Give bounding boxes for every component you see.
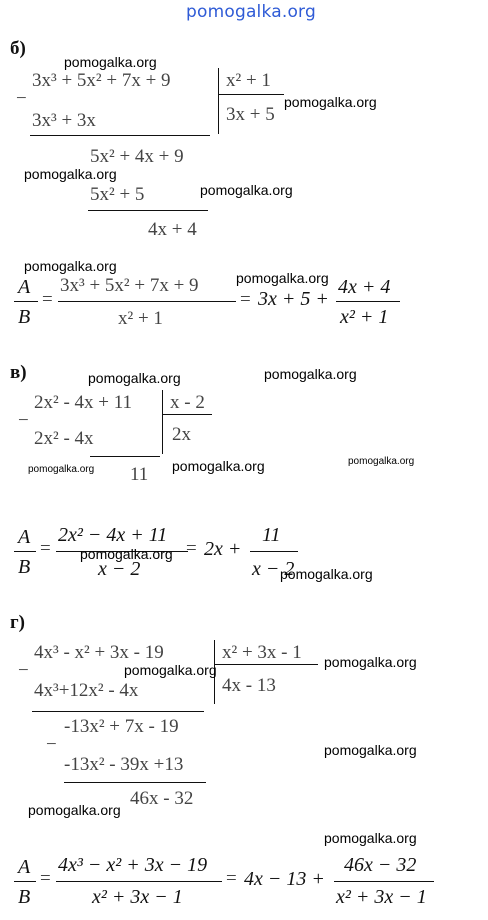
g-remainder: 46x - 32 [130, 788, 194, 809]
v-division-bar [162, 390, 163, 454]
watermark: pomogalka.org [172, 458, 265, 474]
minus-sign: − [18, 660, 29, 681]
b-eq-whole: 3x + 5 + [258, 288, 329, 310]
g-eq-whole: 4x − 13 + [244, 868, 325, 890]
watermark: pomogalka.org [348, 456, 415, 467]
b-divisor: x² + 1 [226, 70, 271, 91]
b-eq-B: B [18, 306, 31, 328]
v-eq-frac-num: 11 [262, 524, 281, 546]
b-eq-num: 3x³ + 5x² + 7x + 9 [60, 275, 199, 296]
g-subtrahend-1: 4x³+12x² - 4x [34, 680, 139, 701]
b-line-1 [30, 135, 210, 136]
watermark: pomogalka.org [324, 830, 417, 846]
g-line-1 [32, 711, 204, 712]
v-eq-sign-2: = [186, 538, 197, 559]
watermark: pomogalka.org [64, 54, 157, 70]
g-dividend: 4x³ - x² + 3x - 19 [34, 642, 164, 663]
b-eq-frac-bar [336, 301, 400, 302]
b-subtrahend-1: 3x³ + 3x [32, 110, 96, 131]
minus-sign: − [16, 88, 27, 109]
g-eq-sign-2: = [226, 868, 237, 889]
g-eq-lhs-bar [14, 881, 36, 882]
watermark: pomogalka.org [24, 166, 117, 182]
v-eq-sign: = [40, 538, 51, 559]
minus-sign: − [18, 410, 29, 431]
watermark: pomogalka.org [80, 546, 173, 562]
watermark: pomogalka.org [324, 742, 417, 758]
part-g-label: г) [10, 612, 25, 633]
g-line-2 [64, 782, 206, 783]
g-divisor: x² + 3x - 1 [222, 642, 302, 663]
g-eq-sign: = [40, 868, 51, 889]
b-dividend: 3x³ + 5x² + 7x + 9 [32, 70, 171, 91]
g-eq-frac-den: x² + 3x − 1 [336, 886, 427, 908]
watermark: pomogalka.org [124, 662, 217, 678]
g-eq-den: x² + 3x − 1 [92, 886, 183, 908]
watermark: pomogalka.org [88, 370, 181, 386]
g-divisor-underline [214, 664, 318, 665]
b-eq-frac-den: x² + 1 [340, 306, 389, 328]
v-eq-num: 2x² − 4x + 11 [58, 524, 168, 546]
b-eq-frac-num: 4x + 4 [338, 276, 391, 298]
watermark: pomogalka.org [28, 464, 95, 475]
g-eq-A: A [18, 856, 31, 878]
minus-sign: − [46, 734, 57, 755]
v-eq-B: B [18, 556, 31, 578]
v-eq-frac-bar [250, 551, 298, 552]
g-remainder-1: -13x² + 7x - 19 [64, 716, 179, 737]
part-v-label: в) [10, 362, 27, 383]
watermark: pomogalka.org [28, 802, 121, 818]
v-divisor-underline [162, 414, 212, 415]
g-eq-bar [56, 881, 222, 882]
site-header[interactable]: pomogalka.org [186, 2, 316, 22]
v-subtrahend-1: 2x² - 4x [34, 428, 94, 449]
b-eq-den: x² + 1 [118, 308, 163, 329]
b-divisor-underline [218, 94, 284, 95]
part-b-label: б) [10, 38, 26, 59]
watermark: pomogalka.org [24, 258, 117, 274]
b-eq-bar [58, 301, 236, 302]
v-eq-lhs-bar [14, 551, 36, 552]
b-remainder: 4x + 4 [148, 219, 197, 240]
v-eq-den: x − 2 [98, 558, 141, 580]
g-eq-frac-bar [334, 881, 434, 882]
v-divisor: x - 2 [170, 392, 205, 413]
b-eq-sign: = [42, 289, 53, 310]
g-eq-B: B [18, 886, 31, 908]
b-line-2 [88, 210, 208, 211]
v-remainder: 11 [130, 464, 149, 485]
g-subtrahend-2: -13x² - 39x +13 [64, 754, 184, 775]
v-eq-A: A [18, 526, 31, 548]
watermark: pomogalka.org [280, 566, 373, 582]
v-quotient: 2x [172, 424, 191, 445]
v-eq-frac-den: x − 2 [252, 558, 295, 580]
watermark: pomogalka.org [324, 654, 417, 670]
g-eq-frac-num: 46x − 32 [344, 854, 417, 876]
b-quotient: 3x + 5 [226, 104, 275, 125]
b-subtrahend-2: 5x² + 5 [90, 184, 145, 205]
watermark: pomogalka.org [264, 366, 357, 382]
watermark: pomogalka.org [200, 182, 293, 198]
g-quotient: 4x - 13 [222, 675, 276, 696]
b-eq-sign-2: = [240, 289, 251, 310]
watermark: pomogalka.org [284, 94, 377, 110]
g-eq-num: 4x³ − x² + 3x − 19 [58, 854, 208, 876]
b-division-bar [218, 68, 219, 134]
v-dividend: 2x² - 4x + 11 [34, 392, 133, 413]
b-eq-A: A [18, 276, 31, 298]
b-eq-lhs-bar [14, 301, 38, 302]
v-eq-whole: 2x + [204, 538, 242, 560]
b-remainder-1: 5x² + 4x + 9 [90, 146, 184, 167]
v-line-1 [90, 456, 160, 457]
watermark: pomogalka.org [236, 270, 329, 286]
